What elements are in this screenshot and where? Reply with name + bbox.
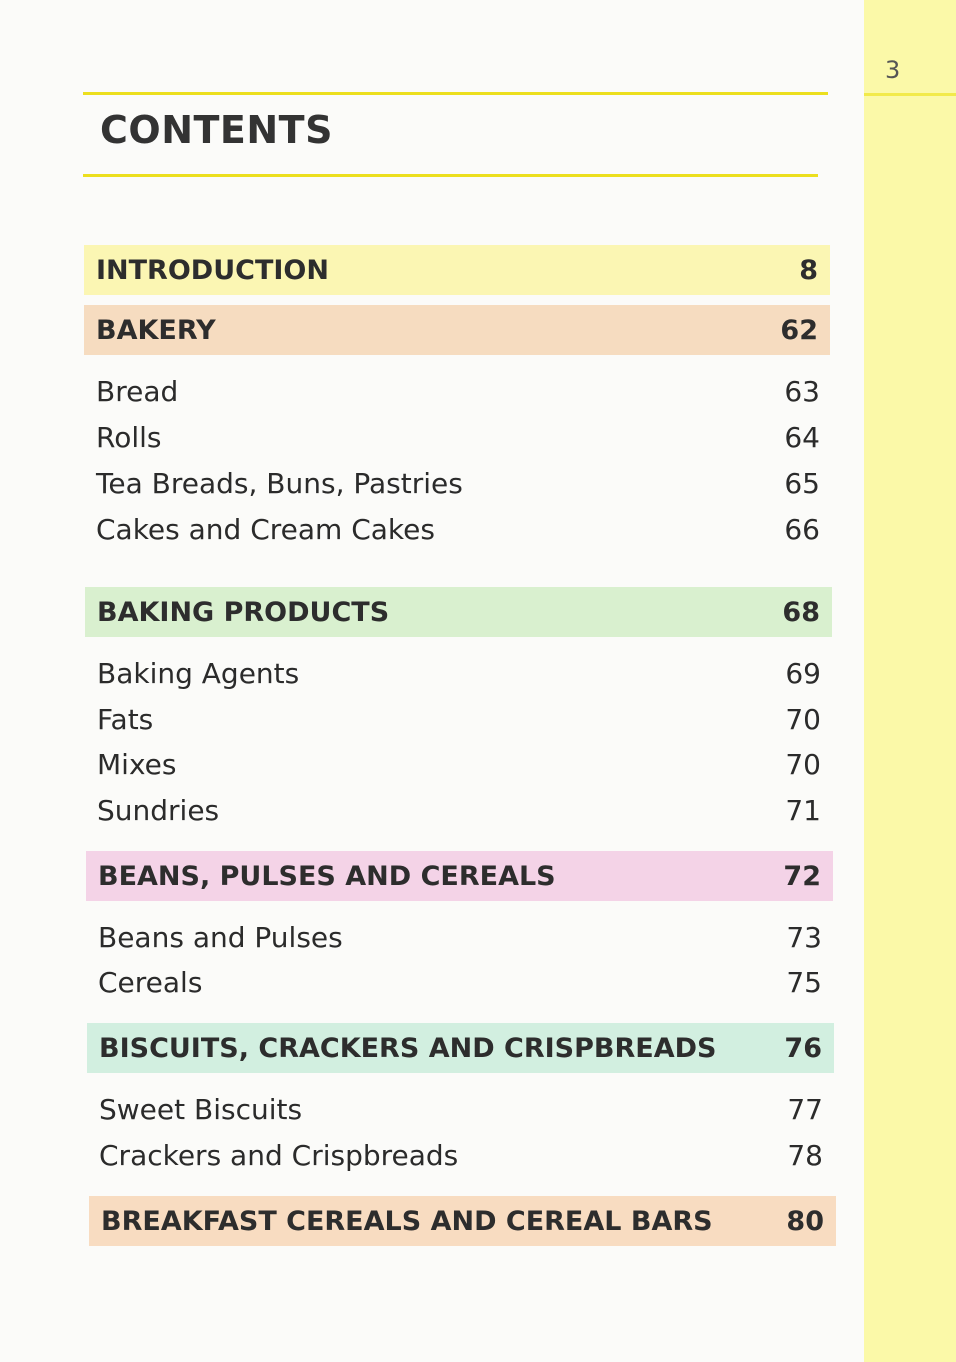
entry-page: 70 — [785, 747, 821, 781]
title-bottom-rule — [83, 174, 818, 177]
section-title: BAKING PRODUCTS — [97, 596, 390, 628]
section-title: INTRODUCTION — [96, 254, 329, 286]
entry-label: Sweet Biscuits — [99, 1092, 303, 1126]
side-strip — [864, 0, 956, 1362]
entry-page: 65 — [784, 466, 820, 500]
section-page: 62 — [780, 314, 818, 346]
entry-label: Mixes — [97, 747, 177, 781]
section-page: 76 — [784, 1032, 822, 1064]
toc-entry-rolls[interactable] — [96, 417, 820, 457]
entry-page: 70 — [785, 702, 821, 736]
entry-page: 64 — [784, 420, 820, 454]
section-page: 80 — [786, 1205, 824, 1237]
section-title: BREAKFAST CEREALS AND CEREAL BARS — [101, 1205, 713, 1237]
section-title: BISCUITS, CRACKERS AND CRISPBREADS — [99, 1032, 717, 1064]
entry-page: 75 — [786, 965, 822, 999]
section-title: BAKERY — [96, 314, 216, 346]
section-page: 8 — [799, 254, 818, 286]
contents-title: CONTENTS — [100, 108, 333, 152]
entry-page: 71 — [785, 793, 821, 827]
section-header-breakfast-cereals[interactable] — [89, 1196, 836, 1246]
section-header-beans-pulses-cereals[interactable] — [86, 851, 833, 901]
section-header-baking-products[interactable] — [85, 587, 832, 637]
entry-page: 69 — [785, 656, 821, 690]
section-header-biscuits[interactable] — [87, 1023, 834, 1073]
side-strip-rule — [864, 93, 956, 96]
entry-page: 66 — [784, 512, 820, 546]
toc-entry-sweet-biscuits[interactable] — [99, 1089, 823, 1129]
entry-label: Cakes and Cream Cakes — [96, 512, 435, 546]
toc-entry-sundries[interactable] — [97, 790, 821, 830]
section-page: 72 — [783, 860, 821, 892]
toc-entry-beans-and-pulses[interactable] — [98, 917, 822, 957]
entry-label: Beans and Pulses — [98, 920, 343, 954]
entry-label: Cereals — [98, 965, 203, 999]
toc-entry-crackers[interactable] — [99, 1135, 823, 1175]
title-top-rule — [83, 92, 828, 95]
toc-entry-fats[interactable] — [97, 699, 821, 739]
section-title: BEANS, PULSES AND CEREALS — [98, 860, 556, 892]
entry-label: Sundries — [97, 793, 220, 827]
section-header-bakery[interactable] — [84, 305, 830, 355]
entry-label: Fats — [97, 702, 154, 736]
entry-page: 73 — [786, 920, 822, 954]
entry-page: 78 — [787, 1138, 823, 1172]
entry-page: 63 — [784, 374, 820, 408]
section-page: 68 — [782, 596, 820, 628]
toc-entry-cakes[interactable] — [96, 509, 820, 549]
entry-page: 77 — [787, 1092, 823, 1126]
entry-label: Rolls — [96, 420, 162, 454]
toc-entry-bread[interactable] — [96, 371, 820, 411]
section-header-introduction[interactable] — [84, 245, 830, 295]
toc-entry-tea-breads[interactable] — [96, 463, 820, 503]
entry-label: Crackers and Crispbreads — [99, 1138, 459, 1172]
entry-label: Baking Agents — [97, 656, 300, 690]
page-number: 3 — [885, 56, 901, 84]
entry-label: Tea Breads, Buns, Pastries — [96, 466, 463, 500]
toc-entry-baking-agents[interactable] — [97, 653, 821, 693]
toc-entry-mixes[interactable] — [97, 744, 821, 784]
toc-entry-cereals[interactable] — [98, 962, 822, 1002]
entry-label: Bread — [96, 374, 179, 408]
